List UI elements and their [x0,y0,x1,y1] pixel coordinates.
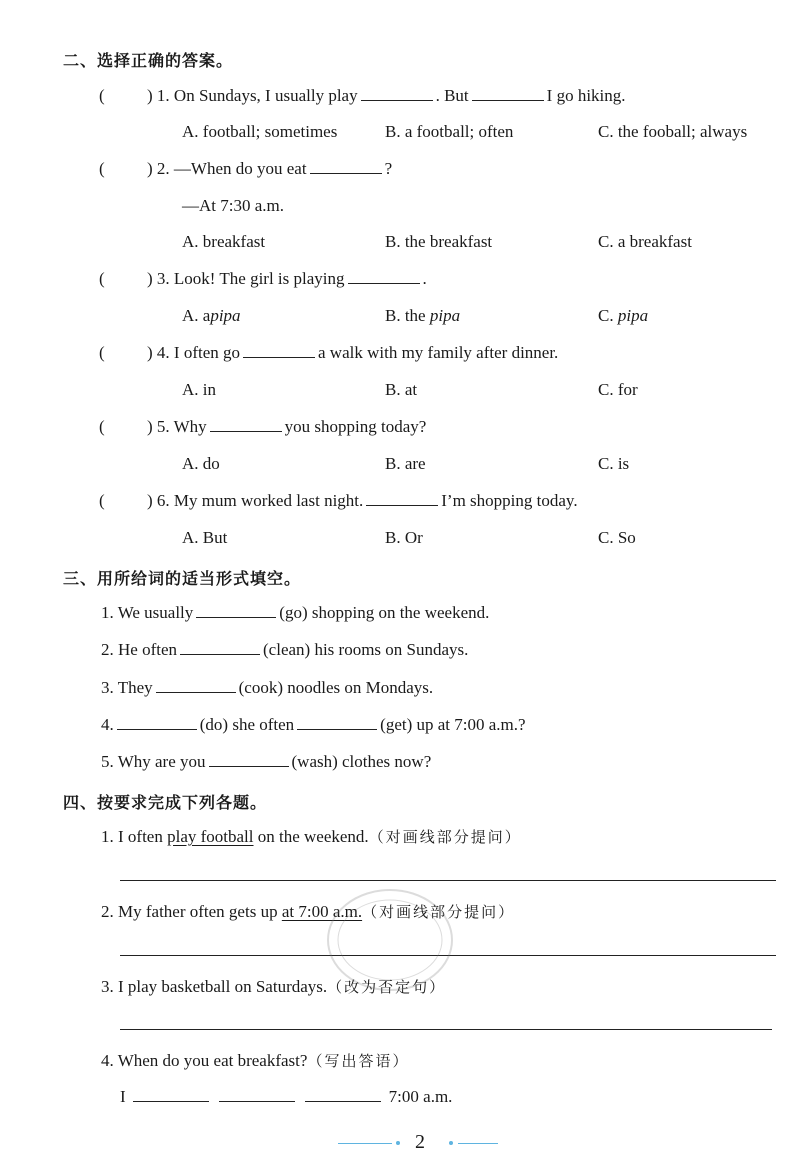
answer-blank[interactable] [117,728,197,730]
answer-blank[interactable] [180,653,260,655]
q4-option-b[interactable]: B. at [385,380,418,399]
answer-blank[interactable] [366,504,438,506]
q2-line2: —At 7:30 a.m. [182,196,284,215]
answer-blank[interactable] [210,430,282,432]
fill-item-2: 2. He often (clean) his rooms on Sundays. [101,640,469,659]
footer-dashes-left [338,1143,392,1144]
q1-option-b[interactable]: B. a football; often [385,122,514,141]
q2-paren: ( [99,159,105,178]
answer-blank[interactable] [348,282,420,284]
question-4: ) 4. I often go a walk with my family after dinner. [147,343,559,362]
task-4: 4. When do you eat breakfast?（写出答语） [101,1051,410,1070]
q2-option-a[interactable]: A. breakfast [182,232,266,251]
task-3: 3. I play basketball on Saturdays.（改为否定句） [101,977,447,996]
q3-option-b[interactable]: B. the pipa [385,306,461,325]
task-4-answer: I 7:00 a.m. [120,1087,453,1106]
q6-option-a[interactable]: A. But [182,528,228,547]
q5-option-a[interactable]: A. do [182,454,220,473]
question-3: ) 3. Look! The girl is playing . [147,269,427,288]
fill-item-4: 4. (do) she often (get) up at 7:00 a.m.? [101,715,526,734]
fill-item-5: 5. Why are you (wash) clothes now? [101,752,432,771]
q1-paren: ( [99,86,105,105]
underlined-phrase: at 7:00 a.m. [281,902,363,921]
question-1: ) 1. On Sundays, I usually play . But I go hiking. [147,86,626,105]
answer-blank[interactable] [243,356,315,358]
footer-dot-left [396,1141,400,1145]
q4-paren: ( [99,343,105,362]
q1-option-c[interactable]: C. the fooball; always [598,122,748,141]
task-1: 1. I often play football on the weekend.（对画线部分提问） [101,827,522,846]
q6-option-c[interactable]: C. So [598,528,636,547]
underlined-phrase: play football [167,827,254,846]
fill-item-3: 3. They (cook) noodles on Mondays. [101,678,434,697]
footer-dashes-right [458,1143,498,1144]
answer-line-3[interactable] [120,1029,772,1030]
answer-blank[interactable] [297,728,377,730]
section-3-title: 三、用所给词的适当形式填空。 [63,569,302,588]
q6-paren: ( [99,491,105,510]
answer-blank[interactable] [361,99,433,101]
q4-option-c[interactable]: C. for [598,380,638,399]
section-2-title: 二、选择正确的答案。 [63,51,234,70]
stamp-watermark [315,880,465,1000]
q2-option-c[interactable]: C. a breakfast [598,232,692,251]
footer-dot-right [449,1141,453,1145]
q6-option-b[interactable]: B. Or [385,528,423,547]
question-5: ) 5. Why you shopping today? [147,417,427,436]
q4-option-a[interactable]: A. in [182,380,216,399]
fill-item-1: 1. We usually (go) shopping on the weekend. [101,603,490,622]
section-4-title: 四、按要求完成下列各题。 [63,793,268,812]
answer-blank[interactable] [196,616,276,618]
q1-option-a[interactable]: A. football; sometimes [182,122,338,141]
page-number: 2 [415,1131,425,1153]
answer-blank[interactable] [310,172,382,174]
q2-option-b[interactable]: B. the breakfast [385,232,493,251]
q3-option-a[interactable]: A. apipa [182,306,241,325]
q3-option-c[interactable]: C. pipa [598,306,649,325]
answer-blank[interactable] [305,1100,381,1102]
answer-blank[interactable] [133,1100,209,1102]
answer-blank[interactable] [472,99,544,101]
q5-paren: ( [99,417,105,436]
answer-blank[interactable] [156,691,236,693]
q3-paren: ( [99,269,105,288]
task-2: 2. My father often gets up at 7:00 a.m.（对画线部分提问） [101,902,516,921]
answer-blank[interactable] [209,765,289,767]
question-6: ) 6. My mum worked last night. I’m shopping today. [147,491,578,510]
answer-blank[interactable] [219,1100,295,1102]
q5-option-c[interactable]: C. is [598,454,630,473]
question-2: ) 2. —When do you eat ? [147,159,393,178]
q5-option-b[interactable]: B. are [385,454,426,473]
